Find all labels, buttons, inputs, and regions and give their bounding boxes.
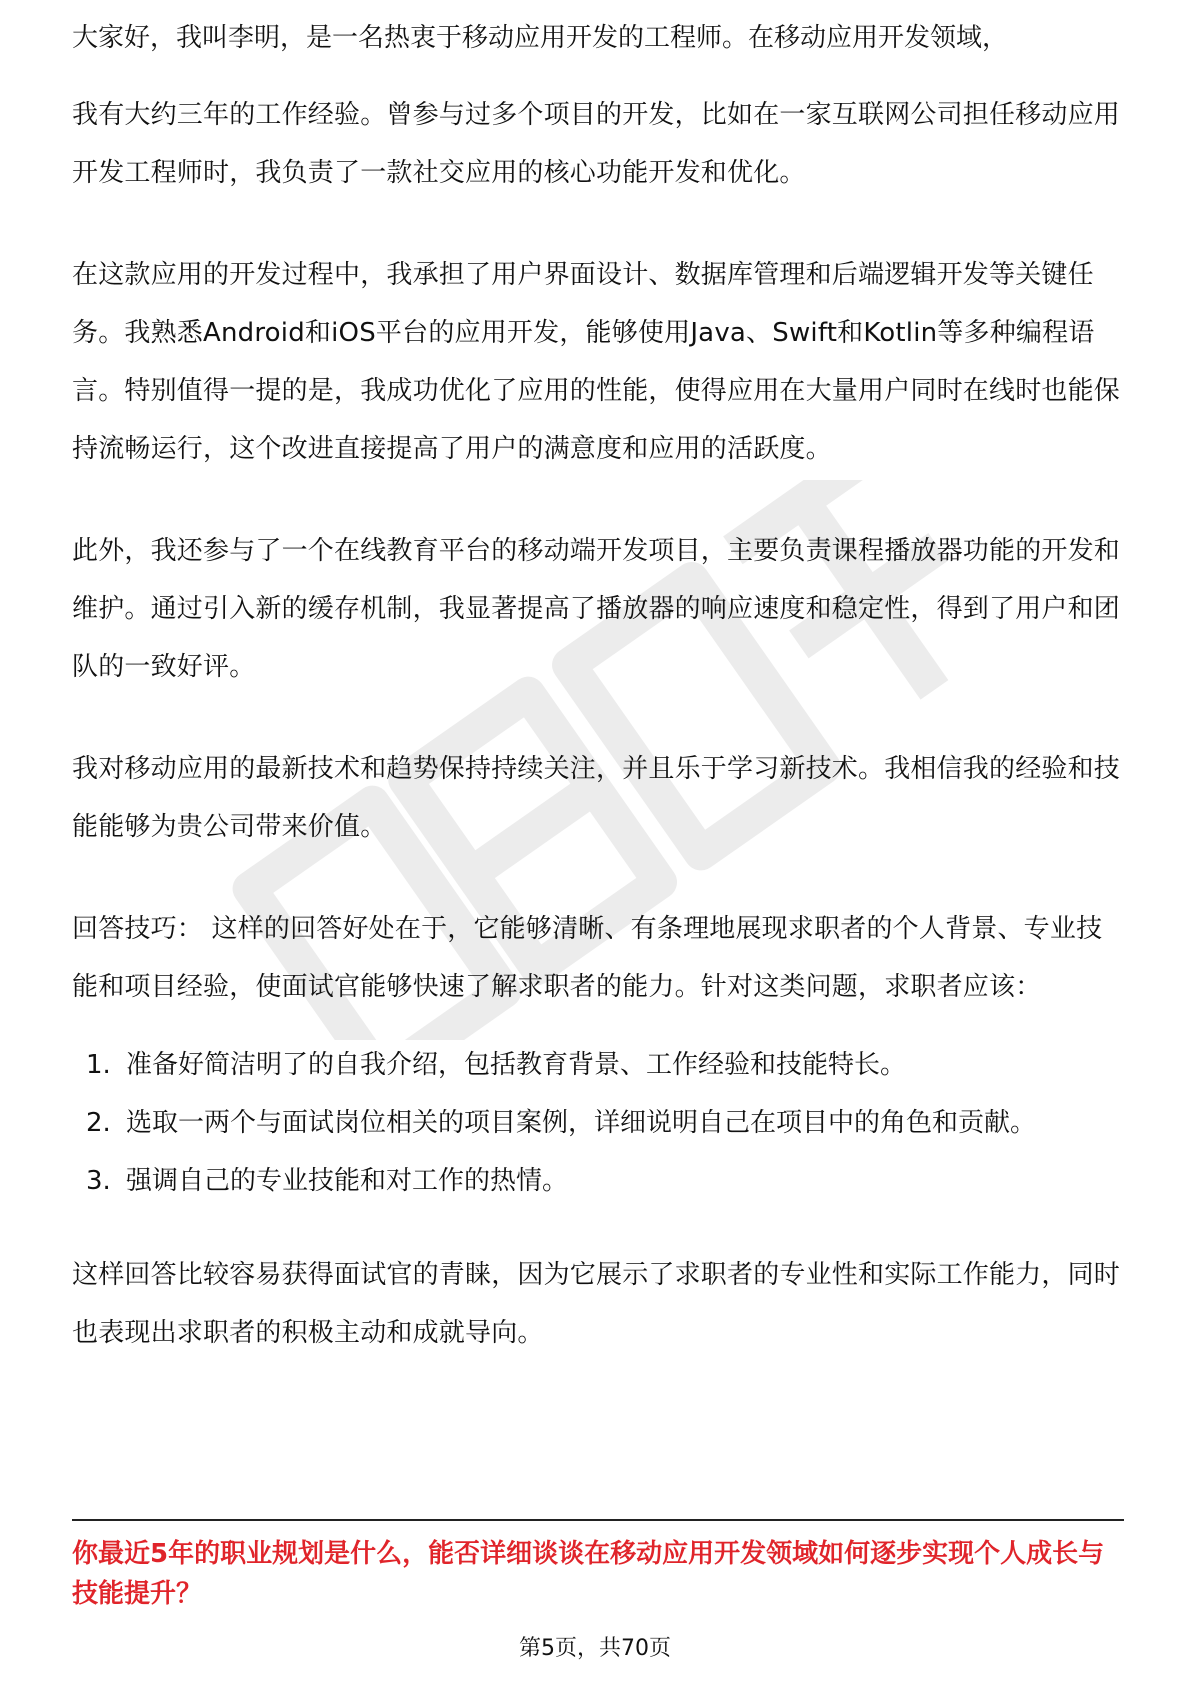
paragraph-3: 此外，我还参与了一个在线教育平台的移动端开发项目，主要负责课程播放器功能的开发和维护。通过引入新的缓存机制，我显著提高了播放器的响应速度和稳定性，得到了用户和团队的一致好评。 [72,536,1121,682]
paragraph-1: 我有大约三年的工作经验。曾参与过多个项目的开发，比如在一家互联网公司担任移动应用开发工程师时，我负责了一款社交应用的核心功能开发和优化。 [72,100,1121,188]
list-item [72,1152,1124,1210]
answer-tips-intro: 回答技巧： 这样的回答好处在于，它能够清晰、有条理地展现求职者的个人背景、专业技能和项目经验，使面试官能够快速了解求职者的能力。针对这类问题，求职者应该： [72,914,1103,1002]
paragraph-4: 我对移动应用的最新技术和趋势保持持续关注，并且乐于学习新技术。我相信我的经验和技能能够为贵公司带来价值。 [72,754,1121,842]
list-number: 1. [86,1050,111,1080]
section-divider [72,1519,1124,1521]
list-number: 2. [86,1108,111,1138]
list-item [72,1094,1124,1152]
list-item-text: 准备好简洁明了的自我介绍，包括教育背景、工作经验和技能特长。 [126,1050,907,1080]
paragraph-2: 在这款应用的开发过程中，我承担了用户界面设计、数据库管理和后端逻辑开发等关键任务。我熟悉Android和iOS平台的应用开发，能够使用Java、Swift和Kotlin等多种编程语言。特别值得一提的是，我成功优化了应用的性能，使得应用在大量用户同时在线时也能保持流畅运行，这个改进直接提高了用户的满意度和应用的活跃度。 [72,260,1121,464]
list-item-text: 选取一两个与面试岗位相关的项目案例，详细说明自己在项目中的角色和贡献。 [126,1108,1037,1138]
next-question-heading: 你最近5年的职业规划是什么，能否详细谈谈在移动应用开发领域如何逐步实现个人成长与技能提升？ [72,1539,1105,1609]
top-partial-line: 大家好，我叫李明，是一名热衷于移动应用开发的工程师。在移动应用开发领域， [72,23,1009,53]
tips-list [72,1036,1124,1210]
list-number: 3. [86,1166,111,1196]
list-item [72,1036,1124,1094]
page-number: 第5页，共70页 [519,1636,671,1661]
closing-paragraph: 这样回答比较容易获得面试官的青睐，因为它展示了求职者的专业性和实际工作能力，同时也表现出求职者的积极主动和成就导向。 [72,1260,1121,1348]
answer-content [72,86,1124,1362]
list-item-text: 强调自己的专业技能和对工作的热情。 [126,1166,569,1196]
